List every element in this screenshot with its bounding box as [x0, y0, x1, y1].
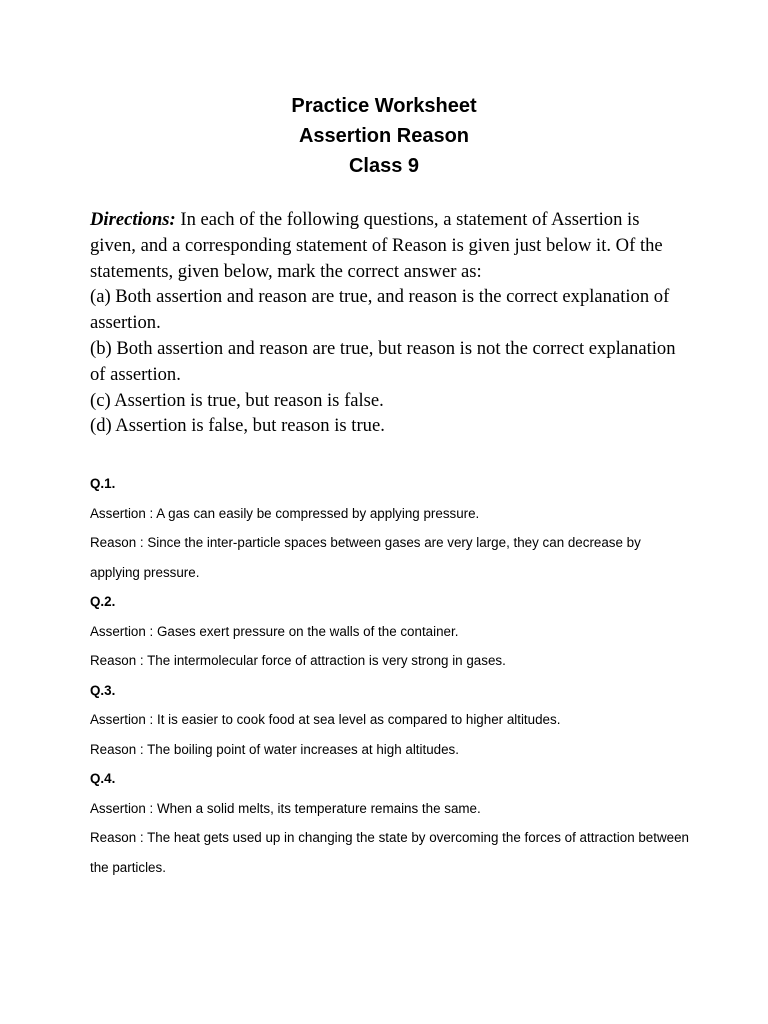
option-d: (d) Assertion is false, but reason is true.	[90, 415, 385, 437]
option-a: (a) Both assertion and reason are true, and reason is the correct explanation of assertion.	[90, 286, 670, 334]
question-number: Q.3.	[90, 682, 116, 698]
question-3	[90, 676, 690, 765]
questions-section	[90, 469, 690, 882]
question-assertion: Assertion : It is easier to cook food at sea level as compared to higher altitudes.	[90, 712, 561, 727]
option-c: (c) Assertion is true, but reason is false.	[90, 389, 384, 411]
question-4	[90, 764, 690, 882]
worksheet-title	[0, 91, 768, 181]
question-1	[90, 469, 690, 587]
directions-label: Directions:	[90, 209, 176, 230]
question-reason: Reason : The boiling point of water increases at high altitudes.	[90, 741, 459, 757]
directions-text: In each of the following questions, a statement of Assertion is given, and a corresponding statement of Reason is given just below it. Of the statements, given below, mark the correct answer as:	[90, 209, 663, 282]
question-number: Q.1.	[90, 476, 116, 491]
question-number: Q.4.	[90, 771, 116, 786]
directions-intro	[90, 207, 690, 284]
question-assertion: Assertion : Gases exert pressure on the walls of the container.	[90, 623, 459, 639]
title-line-class: Class 9	[348, 155, 420, 177]
question-2	[90, 587, 690, 676]
question-assertion: Assertion : A gas can easily be compressed by applying pressure.	[90, 505, 480, 521]
option-b: (b) Both assertion and reason are true, but reason is not the correct explanation of assertion.	[90, 337, 676, 385]
question-reason: Reason : The heat gets used up in changing the state by overcoming the forces of attraction between the particles.	[90, 830, 689, 875]
question-reason: Reason : Since the inter-particle spaces between gases are very large, they can decrease by applying pressure.	[90, 535, 641, 580]
question-number: Q.2.	[90, 594, 116, 609]
directions-section	[90, 207, 690, 439]
title-line-topic: Assertion Reason	[298, 125, 470, 147]
title-line-worksheet: Practice Worksheet	[291, 95, 477, 117]
question-reason: Reason : The intermolecular force of attraction is very strong in gases.	[90, 653, 506, 668]
question-assertion: Assertion : When a solid melts, its temperature remains the same.	[90, 800, 481, 816]
